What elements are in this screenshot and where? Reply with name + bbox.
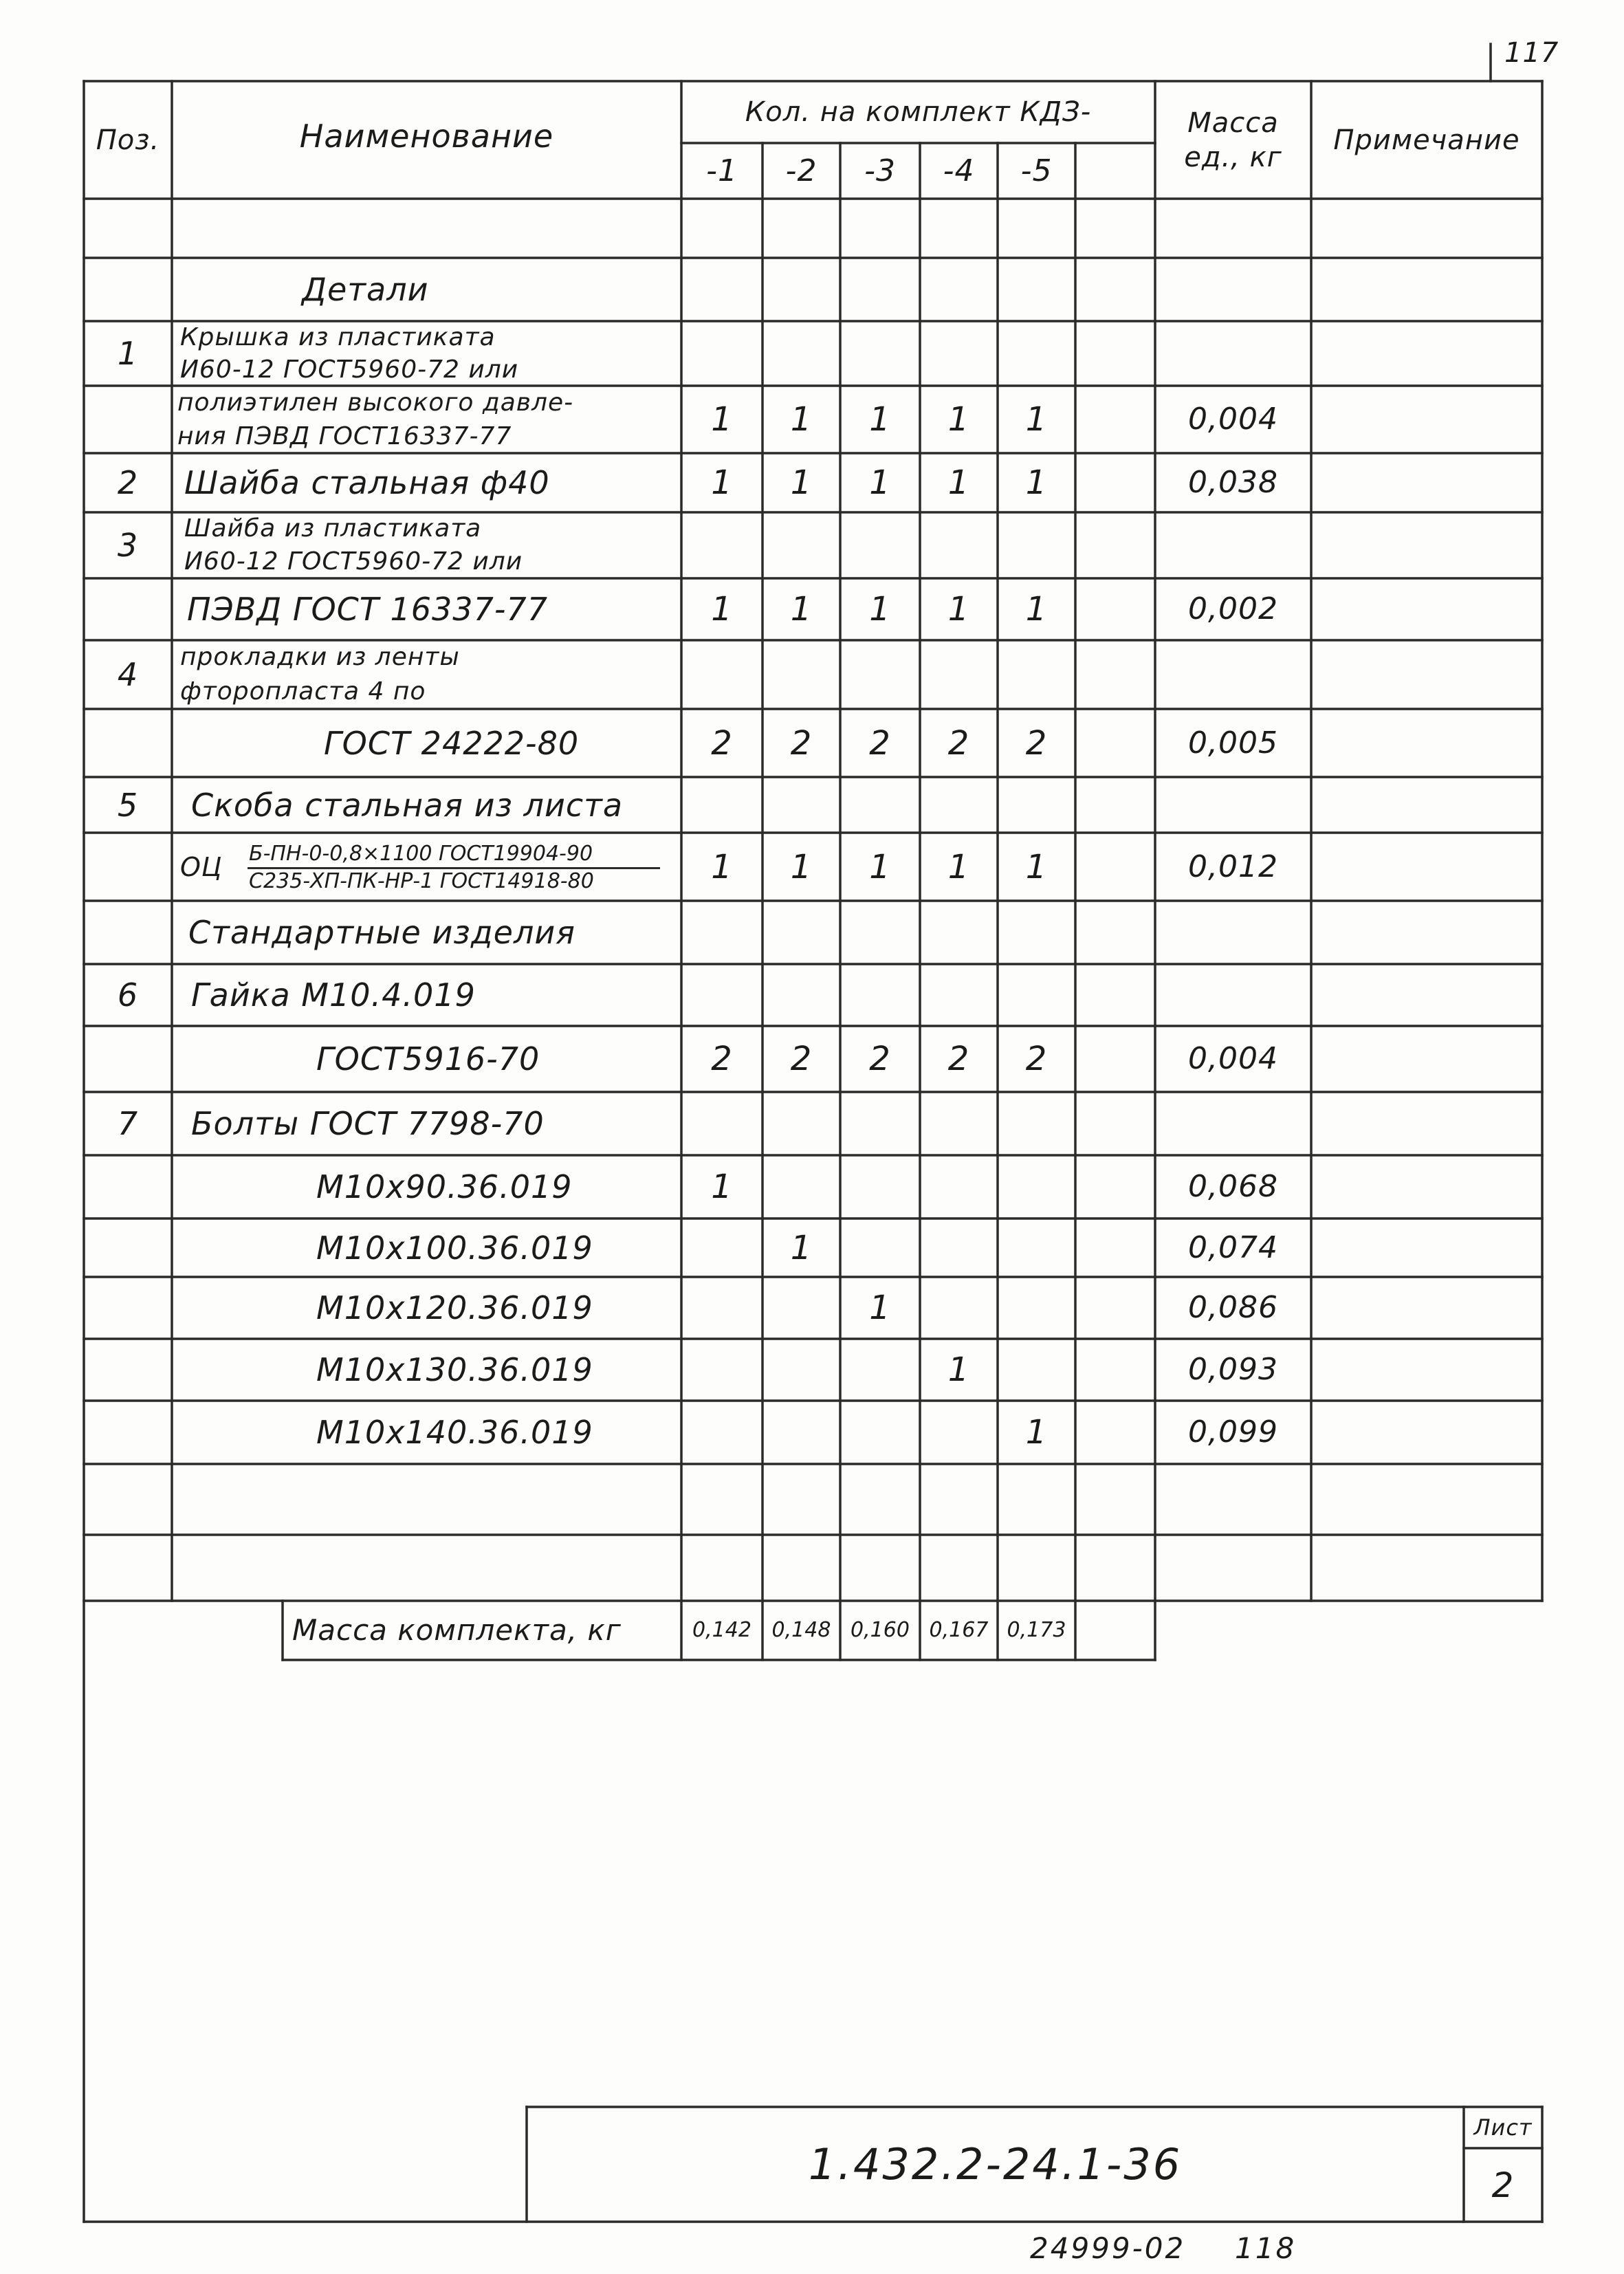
row-unit-mass: 0,005 [1188,725,1278,761]
row-name-line: И60-12 ГОСТ5960-72 или [184,547,523,576]
row-fraction-denominator: С235-ХП-ПК-НР-1 ГОСТ14918-80 [249,869,594,893]
row-position: 3 [117,527,139,564]
row-unit-mass: 0,074 [1188,1229,1278,1265]
row-qty-kdz-1: 1 [711,1168,733,1206]
row-qty-kdz-1: 2 [711,723,733,763]
row-name: М10х130.36.019 [316,1351,593,1388]
header-note: Примечание [1333,124,1520,156]
row-position: 1 [117,335,139,372]
set-mass-kdz-5: 0,173 [1007,1618,1066,1642]
row-unit-mass: 0,012 [1188,849,1278,884]
row-name-line: полиэтилен высокого давле- [177,388,574,417]
header-qty-kdz-4: -4 [943,153,975,188]
row-unit-mass: 0,068 [1188,1169,1278,1204]
set-mass-kdz-2: 0,148 [771,1618,831,1642]
row-name: ГОСТ5916-70 [316,1040,540,1078]
row-name: ПЭВД ГОСТ 16337-77 [187,591,548,628]
row-qty-kdz-2: 2 [790,723,813,763]
row-qty-kdz-5: 1 [1025,1413,1048,1452]
document-designation: 1.432.2-24.1-36 [808,2139,1183,2189]
row-unit-mass: 0,004 [1188,1041,1278,1076]
section-heading: Стандартные изделия [188,914,575,951]
row-qty-kdz-2: 1 [790,1228,813,1267]
row-unit-mass: 0,038 [1188,465,1278,500]
row-name: М10х140.36.019 [316,1414,593,1451]
row-qty-kdz-4: 1 [947,590,970,628]
row-qty-kdz-2: 1 [790,847,813,886]
row-name-line: Крышка из пластиката [180,322,496,351]
row-qty-kdz-5: 2 [1025,1040,1048,1078]
page-number-top: 117 [1504,37,1559,69]
row-unit-mass: 0,004 [1188,402,1278,437]
set-mass-kdz-3: 0,160 [851,1618,910,1642]
row-qty-kdz-3: 1 [869,847,891,886]
row-qty-kdz-1: 1 [711,590,733,628]
row-qty-kdz-3: 1 [869,400,891,439]
footer-page: 118 [1235,2231,1297,2265]
row-name: М10х100.36.019 [316,1229,593,1267]
row-name: Болты ГОСТ 7798-70 [191,1105,545,1142]
row-qty-kdz-4: 1 [947,1351,970,1389]
row-name: М10х120.36.019 [316,1289,593,1326]
set-mass-kdz-1: 0,142 [692,1618,751,1642]
header-qty-kdz-2: -2 [785,153,818,188]
header-unit-mass-line1: Масса [1187,107,1279,139]
row-qty-kdz-2: 1 [790,463,813,502]
row-qty-kdz-2: 1 [790,590,813,628]
row-name: Шайба стальная ф40 [184,464,550,501]
row-qty-kdz-1: 1 [711,463,733,502]
set-mass-label: Масса комплекта, кг [292,1613,622,1647]
row-qty-kdz-5: 2 [1025,723,1048,763]
row-qty-kdz-3: 1 [869,1289,891,1327]
row-qty-kdz-1: 1 [711,847,733,886]
row-position: 7 [117,1105,139,1142]
row-unit-mass: 0,099 [1188,1414,1278,1450]
row-qty-kdz-5: 1 [1025,590,1048,628]
row-qty-kdz-4: 1 [947,463,970,502]
row-qty-kdz-2: 1 [790,400,813,439]
row-unit-mass: 0,086 [1188,1290,1278,1325]
row-qty-kdz-5: 1 [1025,847,1048,886]
footer-code: 24999-02 [1030,2231,1186,2265]
row-qty-kdz-5: 1 [1025,463,1048,502]
row-qty-kdz-3: 2 [869,723,891,763]
header-quantity-group: Кол. на комплект КДЗ- [745,96,1092,128]
header-qty-kdz-5: -5 [1020,153,1053,188]
row-qty-kdz-4: 2 [947,723,970,763]
row-qty-kdz-4: 1 [947,400,970,439]
row-name-line: ния ПЭВД ГОСТ16337-77 [177,422,512,450]
row-fraction-numerator: Б-ПН-0-0,8×1100 ГОСТ19904-90 [249,842,593,866]
row-position: 4 [117,656,139,693]
row-qty-kdz-3: 1 [869,590,891,628]
row-name: ОЦ [180,851,223,882]
row-qty-kdz-1: 1 [711,400,733,439]
row-qty-kdz-5: 1 [1025,400,1048,439]
row-name: ГОСТ 24222-80 [324,724,580,762]
row-name: Скоба стальная из листа [191,786,624,824]
row-position: 5 [117,786,139,824]
row-qty-kdz-1: 2 [711,1040,733,1078]
header-qty-kdz-3: -3 [864,153,896,188]
row-name-line: И60-12 ГОСТ5960-72 или [180,355,519,384]
row-qty-kdz-4: 2 [947,1040,970,1078]
row-position: 2 [117,464,139,501]
row-position: 6 [117,976,139,1014]
row-unit-mass: 0,002 [1188,591,1278,626]
row-qty-kdz-3: 2 [869,1040,891,1078]
sheet-label: Лист [1473,2114,1533,2141]
row-name-line: фторопласта 4 по [180,677,426,706]
row-name-line: Шайба из пластиката [184,514,482,543]
row-qty-kdz-4: 1 [947,847,970,886]
row-qty-kdz-2: 2 [790,1040,813,1078]
header-qty-kdz-1: -1 [706,153,738,188]
set-mass-kdz-4: 0,167 [929,1618,989,1642]
header-position: Поз. [96,124,160,156]
sheet-number: 2 [1491,2165,1515,2205]
row-qty-kdz-3: 1 [869,463,891,502]
row-name-line: прокладки из ленты [180,643,460,671]
header-unit-mass [1155,81,1311,199]
row-name: М10х90.36.019 [316,1168,573,1205]
row-unit-mass: 0,093 [1188,1352,1278,1387]
section-heading: Детали [302,271,429,308]
row-name: Гайка М10.4.019 [191,976,476,1014]
header-name: Наименование [299,118,554,155]
header-unit-mass-line2: ед., кг [1184,141,1282,173]
